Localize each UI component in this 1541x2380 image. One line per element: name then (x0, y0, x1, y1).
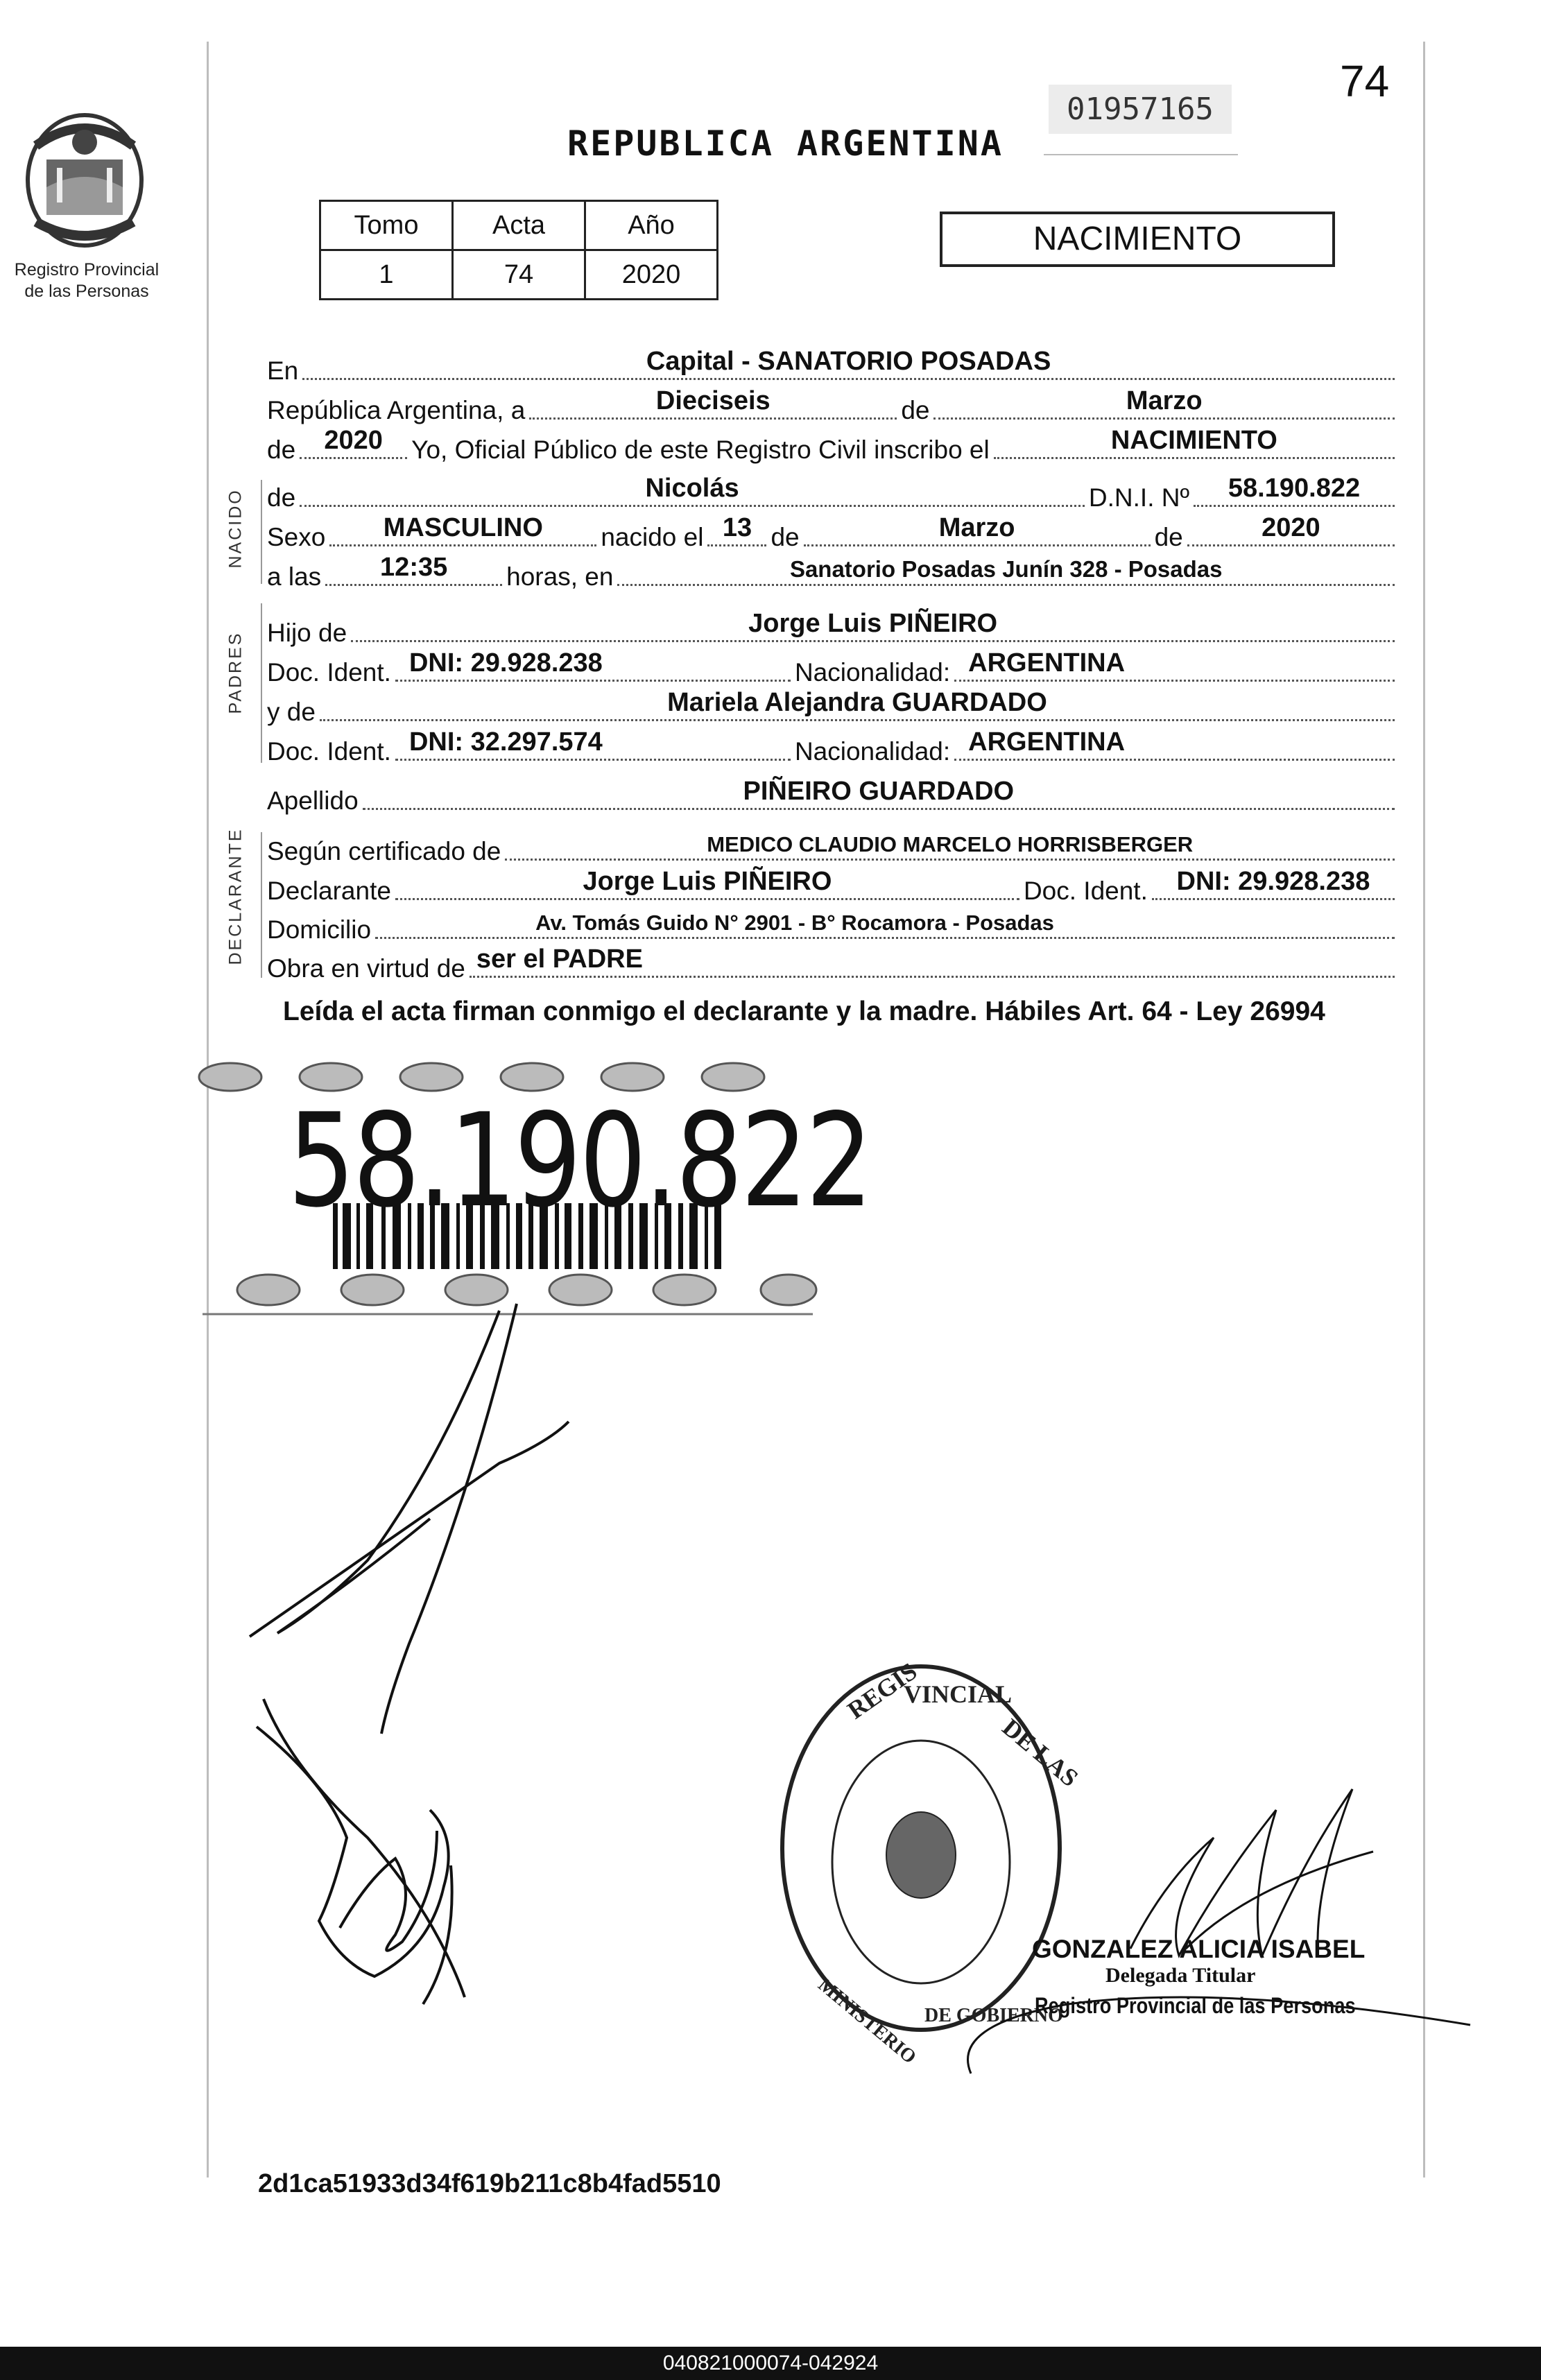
logo-caption (0, 259, 173, 302)
field-time (325, 552, 502, 586)
field-sex (329, 512, 596, 546)
value-declarant: Jorge Luis PIÑEIRO (583, 867, 832, 896)
document-hash: 2d1ca51933d34f619b211c8b4fad5510 (258, 2169, 721, 2198)
province-seal-logo (15, 104, 154, 257)
row-year (267, 426, 1399, 465)
value-dni: 58.190.822 (1228, 474, 1361, 503)
value-month: Marzo (1126, 386, 1203, 415)
declarant-signature (236, 1283, 652, 2150)
label-inscribe: Yo, Oficial Público de este Registro Civil inscribo el (411, 436, 990, 464)
declarante-bracket (261, 832, 262, 978)
value-mother-doc: DNI: 32.297.574 (408, 727, 603, 757)
value-birth-day: 13 (722, 513, 752, 542)
svg-text:REGIS: REGIS (842, 1657, 922, 1725)
value-father: Jorge Luis PIÑEIRO (748, 609, 998, 638)
country-title: REPUBLICA ARGENTINA (567, 123, 1004, 164)
label-capacity: Obra en virtud de (267, 954, 465, 983)
record-type-label: NACIMIENTO (1033, 221, 1242, 257)
value-day-words: Dieciseis (655, 386, 770, 415)
value-capacity: ser el PADRE (476, 945, 643, 974)
nacido-bracket (261, 480, 262, 584)
value-time: 12:35 (380, 553, 448, 582)
register-table-value-row (320, 250, 718, 300)
label-de-birth-year: de (1154, 523, 1183, 551)
official-role: Delegada Titular (1105, 1964, 1256, 1987)
field-capacity (470, 944, 1395, 978)
field-address (375, 905, 1395, 939)
field-mother-doc (395, 727, 791, 761)
logo-caption-line1: Registro Provincial (14, 260, 160, 279)
label-certificate: Según certificado de (267, 837, 501, 865)
value-name: Nicolás (645, 474, 739, 503)
field-father-nat (954, 648, 1395, 682)
value-tomo: 1 (320, 250, 453, 300)
label-father-doc: Doc. Ident. (267, 658, 391, 687)
svg-text:DE LAS: DE LAS (997, 1713, 1084, 1793)
field-day-words (529, 386, 897, 420)
label-sex: Sexo (267, 523, 326, 551)
page-number: 74 (1340, 56, 1390, 106)
value-certificate: MEDICO CLAUDIO MARCELO HORRISBERGER (707, 832, 1194, 856)
sticker-dni-number: 58.190.822 (288, 1085, 871, 1236)
label-de-birth-month: de (770, 523, 800, 551)
register-table (319, 200, 718, 300)
label-dni: D.N.I. Nº (1088, 483, 1189, 512)
row-certificate (267, 827, 1399, 866)
label-mother-doc: Doc. Ident. (267, 737, 391, 766)
footer-code: 040821000074-042924 (662, 2352, 879, 2374)
official-signature (957, 1775, 1477, 2080)
value-father-doc: DNI: 29.928.238 (408, 648, 603, 678)
row-mother (267, 688, 1399, 727)
label-time: a las (267, 562, 322, 591)
value-ano: 2020 (585, 250, 718, 300)
value-apellido: PIÑEIRO GUARDADO (743, 777, 1015, 806)
section-nacido-label: NACIDO (225, 488, 246, 569)
label-apellido: Apellido (267, 786, 359, 815)
row-father (267, 609, 1399, 648)
value-year: 2020 (324, 426, 383, 455)
logo-caption-line2: de las Personas (24, 282, 149, 301)
register-table-header-row (320, 201, 718, 250)
label-father-nat: Nacionalidad: (794, 658, 951, 687)
value-mother: Mariela Alejandra GUARDADO (667, 688, 1047, 717)
row-declarant (267, 867, 1399, 906)
svg-text:DE GOBIERNO: DE GOBIERNO (924, 2005, 1063, 2026)
label-declarant-doc: Doc. Ident. (1023, 877, 1148, 905)
value-birth-month: Marzo (938, 513, 1015, 542)
label-en: En (267, 356, 299, 385)
label-de-month: de (901, 396, 930, 424)
field-act-kind (994, 425, 1395, 459)
field-father-doc (395, 648, 791, 682)
row-mother-doc (267, 727, 1399, 766)
field-birth-year (1187, 512, 1395, 546)
label-mother-nat: Nacionalidad: (794, 737, 951, 766)
field-dni (1194, 473, 1395, 507)
field-year (300, 425, 407, 459)
label-de-year: de (267, 436, 296, 464)
section-declarante-label: DECLARANTE (225, 827, 246, 965)
svg-text:MINISTERIO: MINISTERIO (813, 1974, 920, 2069)
section-padres-label: PADRES (225, 631, 246, 714)
row-apellido (267, 777, 1399, 816)
label-address: Domicilio (267, 915, 372, 944)
header-tomo: Tomo (320, 201, 453, 250)
row-time-place (267, 553, 1399, 592)
serial-number: 01957165 (1049, 85, 1232, 134)
closing-text: Leída el acta firman conmigo el declarante y la madre. Hábiles Art. 64 - Ley 26994 (283, 997, 1325, 1026)
value-sex: MASCULINO (383, 513, 543, 542)
footer-bar (0, 2347, 1541, 2380)
row-name (267, 474, 1399, 512)
padres-bracket (261, 603, 262, 763)
value-place: Capital - SANATORIO POSADAS (646, 347, 1051, 376)
value-address: Av. Tomás Guido N° 2901 - B° Rocamora - Posadas (535, 911, 1054, 935)
label-hours: horas, en (506, 562, 614, 591)
header-ano: Año (585, 201, 718, 250)
label-declarant: Declarante (267, 877, 391, 905)
row-date (267, 386, 1399, 425)
field-declarant (395, 866, 1019, 900)
label-republica: República Argentina, a (267, 396, 526, 424)
value-acta: 74 (453, 250, 585, 300)
label-father: Hijo de (267, 619, 347, 647)
row-capacity (267, 945, 1399, 983)
field-birth-month (804, 512, 1151, 546)
value-act-kind: NACIMIENTO (1110, 426, 1277, 455)
value-declarant-doc: DNI: 29.928.238 (1176, 867, 1370, 896)
svg-text:VINCIAL: VINCIAL (904, 1680, 1013, 1708)
official-office: Registro Provincial de las Personas (1035, 1993, 1356, 2018)
field-birth-day (707, 512, 766, 546)
value-father-nat: ARGENTINA (968, 648, 1126, 678)
row-place (267, 347, 1399, 386)
label-name-de: de (267, 483, 296, 512)
field-place (302, 346, 1395, 380)
header-acta: Acta (453, 201, 585, 250)
record-type-box (940, 212, 1335, 267)
field-declarant-doc (1152, 866, 1395, 900)
value-mother-nat: ARGENTINA (968, 727, 1126, 757)
label-born: nacido el (601, 523, 704, 551)
field-apellido (363, 776, 1395, 810)
field-mother (320, 687, 1395, 721)
field-name (300, 473, 1085, 507)
field-father (351, 608, 1395, 642)
field-birth-place (617, 552, 1395, 586)
value-birth-place: Sanatorio Posadas Junín 328 - Posadas (789, 556, 1223, 582)
row-father-doc (267, 648, 1399, 687)
official-name: GONZALEZ ALICIA ISABEL (1032, 1935, 1366, 1963)
label-mother: y de (267, 698, 316, 726)
value-birth-year: 2020 (1262, 513, 1320, 542)
title-underline (1044, 154, 1238, 155)
field-mother-nat (954, 727, 1395, 761)
field-month (933, 386, 1395, 420)
row-address (267, 906, 1399, 945)
field-certificate (505, 827, 1395, 861)
row-sex-birth (267, 513, 1399, 552)
